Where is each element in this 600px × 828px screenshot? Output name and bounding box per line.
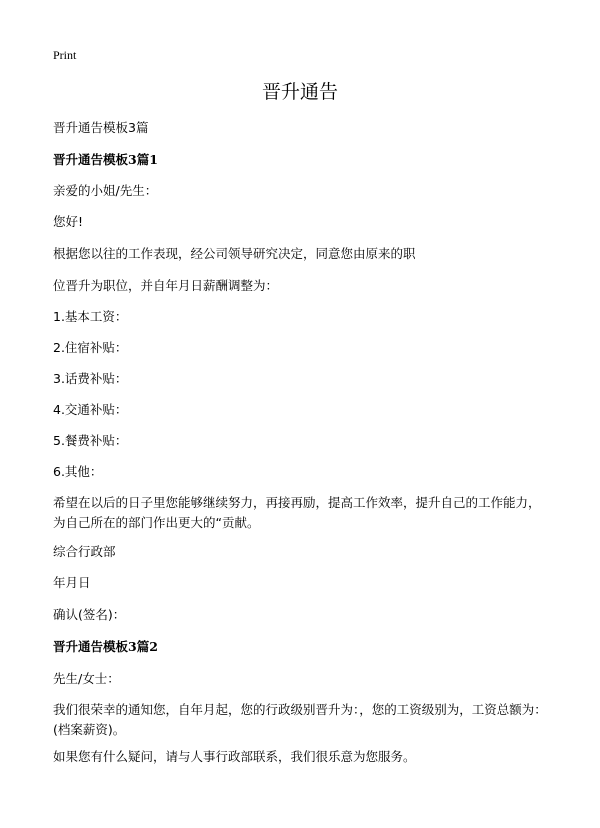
- print-label: Print: [53, 48, 77, 62]
- template2-body1: 我们很荣幸的通知您，自年月起，您的行政级别晋升为：，您的工资级别为，工资总额为：(档案薪资)。: [53, 702, 547, 737]
- list-item: 4.交通补贴：: [53, 402, 128, 417]
- list-item: 5.餐费补贴：: [53, 433, 128, 448]
- template1-department: 综合行政部: [53, 544, 116, 559]
- list-item: 3.话费补贴：: [53, 371, 128, 386]
- list-item: 1.基本工资：: [53, 309, 128, 324]
- template1-heading: 晋升通告模板3篇1: [53, 152, 158, 167]
- template1-body-line2: 位晋升为职位，并自年月日薪酬调整为：: [53, 278, 279, 293]
- template2-heading: 晋升通告模板3篇2: [53, 639, 158, 654]
- list-item: 2.住宿补贴：: [53, 340, 128, 355]
- template2-salutation: 先生/女士：: [53, 671, 120, 686]
- list-item: 6.其他：: [53, 464, 103, 479]
- intro-text: 晋升通告模板3篇: [53, 120, 149, 135]
- template1-confirm-signature: 确认(签名)：: [53, 607, 126, 622]
- template1-date: 年月日: [53, 575, 91, 590]
- template2-body2: 如果您有什么疑问，请与人事行政部联系，我们很乐意为您服务。: [53, 749, 416, 764]
- template1-salutation: 亲爱的小姐/先生：: [53, 183, 158, 198]
- template1-body-line1: 根据您以往的工作表现，经公司领导研究决定，同意您由原来的职: [53, 246, 416, 261]
- document-title: 晋升通告: [261, 81, 338, 103]
- template1-greeting: 您好!: [53, 214, 84, 229]
- template1-closing: 希望在以后的日子里您能够继续努力，再接再励，提高工作效率，提升自己的工作能力，为自己所在的部门作出更大的“贡献。: [53, 495, 541, 530]
